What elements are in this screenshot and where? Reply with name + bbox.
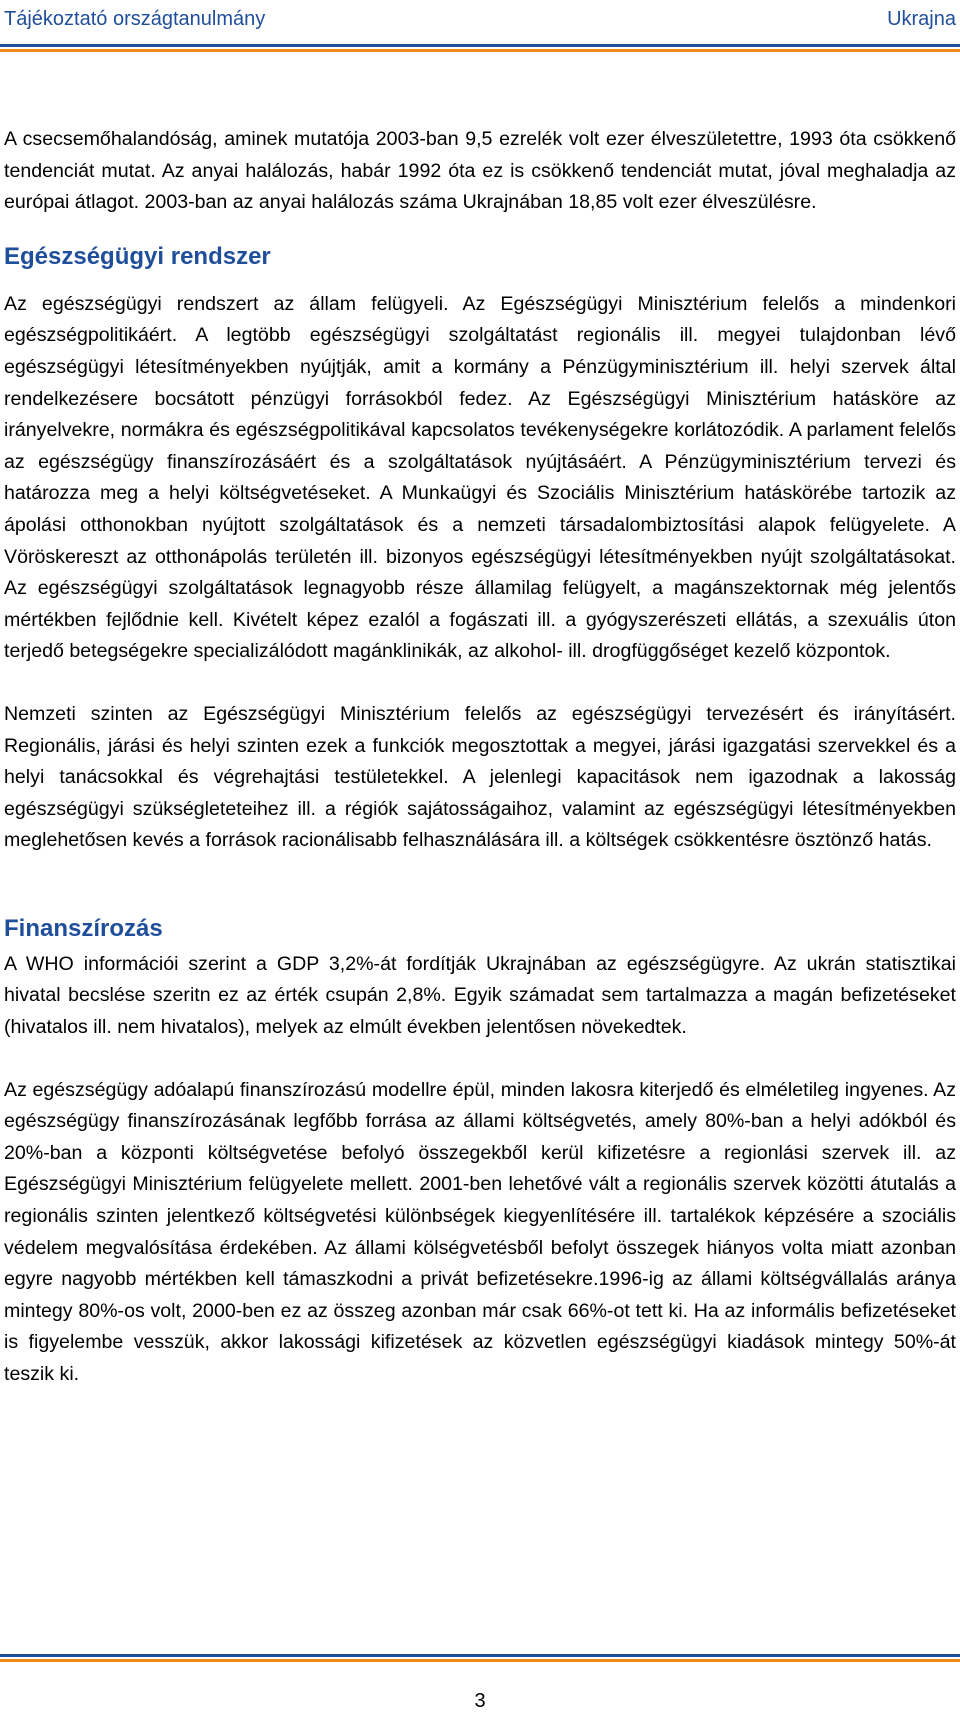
financing-paragraph-1: A WHO információi szerint a GDP 3,2%-át fordítják Ukrajnában az egészségügyre. Az ukrán statisztikai hivatal becslése szeritn ez az érték csupán 2,8%. Egyik számadat sem tartalmazza a magán befizetéseket (hivatalos ill. nem hivatalos), melyek az elmúlt években jelentősen növekedtek. <box>4 952 956 1039</box>
header-country-name: Ukrajna <box>887 8 956 30</box>
header-document-title: Tájékoztató országtanulmány <box>4 8 266 30</box>
intro-paragraph: A csecsemőhalandóság, aminek mutatója 2003-ban 9,5 ezrelék volt ezer élveszületettre, 1993 óta csökkenő tendenciát mutat. Az anyai halálozás, habár 1992 óta ez is csökkenő tendenciát mutat, jóval meghaladja az európai átlagot. 2003-ban az anyai halálozás száma Ukrajnában 18,85 volt ezer élveszülésre. <box>4 128 956 214</box>
health-system-paragraph-2: Nemzeti szinten az Egészségügyi Minisztérium felelős az egészségügyi tervezésért és irányításért. Regionális, járási és helyi szinten ezek a funkciók megosztottak a megyei, járási igazgatási szervekkel és a helyi tanácsokkal és végrehajtási testületekkel. A jelenlegi kapacitások nem igazodnak a lakosság egészségügyi szükségleteteihez ill. a régiók sajátosságaihoz, valamint az egészségügyi létesítményekben meglehetősen kevés a források racionálisabb felhasználására ill. a költségek csökkentésre ösztönző hatás. <box>4 702 956 852</box>
page-header <box>0 0 960 62</box>
financing-paragraph-2: Az egészségügy adóalapú finanszírozású modellre épül, minden lakosra kiterjedő és elméletileg ingyenes. Az egészségügy finanszírozásának legfőbb forrása az állami költségvetés, amely 80%-ban a helyi adókból és 20%-ban a központi költségvetése befolyó összegekből kerül kifizetésre a regionlási szervek ill. az Egészségügyi Minisztérium felügyelete mellett. 2001-ben lehetővé vált a regionális szervek közötti átutalás a regionális szinten jelentkező költségvetési különbségek kiegyenlítésére ill. tartalékok képzésére a szociális védelem megvalósítása érdekében. Az állami kölségvetésből befolyt összegek hiányos volta miatt azonban egyre nagyobb mértékben kell támaszkodni a privát befizetésekre.1996-ig az állami költségvállalás aránya mintegy 80%-os volt, 2000-ben ez az összeg azonban már csak 66%-ot tett ki. Ha az informális befizetéseket is figyelembe vesszük, akkor lakossági kifizetések az közvetlen egészségügyi kiadások mintegy 50%-át teszik ki. <box>4 1078 956 1385</box>
spacer <box>4 668 956 699</box>
spacer <box>4 219 956 241</box>
footer-rule-orange <box>0 1659 960 1662</box>
heading-health-system: Egészségügyi rendszer <box>4 242 271 270</box>
document-body <box>4 124 956 1391</box>
header-rule-blue <box>0 44 960 47</box>
health-system-paragraph-1: Az egészségügyi rendszert az állam felügyeli. Az Egészségügyi Minisztérium felelős a mindenkori egészségpolitikáért. A legtöbb egészségügyi szolgáltatást regionális ill. megyei tulajdonban lévő egészségügyi létesítményekben nyújtják, amit a kormány a Pénzügyminisztérium ill. helyi szervek által rendelkezésere bocsátott pénzügyi forrásokból fedez. Az Egészségügyi Minisztérium hatásköre az irányelvekre, normákra és egészségpolitikával kapcsolatos tevékenységekre korlátozódik. A parlament felelős az egészségügy finanszírozásáért és a szolgáltatások nyújtásáért. A Pénzügyminisztérium tervezi és határozza meg a helyi költségvetéseket. A Munkaügyi és Szociális Minisztérium hatáskörébe tartozik az ápolási otthonokban nyújtott szolgáltatások és a nemzeti társadalombiztosítási alapok felügyelete. A Vöröskereszt az otthonápolás területén ill. bizonyos egészségügyi létesítményekben nyújt szolgáltatásokat. Az egészségügyi szolgáltatások legnagyobb része államilag felügyelt, a magánszektornak még jelentős mértékben fejlődnie kell. Kivételt képez ezalól a fogászati ill. a gyógyszerészeti ellátás, a szexuális úton terjedő betegségekre specializálódott magánklinikák, az alkohol- ill. drogfüggőséget kezelő központok. <box>4 292 956 663</box>
footer-rule-blue <box>0 1654 960 1657</box>
header-rule-orange <box>0 49 960 52</box>
heading-financing: Finanszírozás <box>4 914 163 942</box>
spacer <box>4 1044 956 1075</box>
spacer <box>4 273 956 289</box>
page-number: 3 <box>474 1690 486 1712</box>
spacer <box>4 857 956 913</box>
